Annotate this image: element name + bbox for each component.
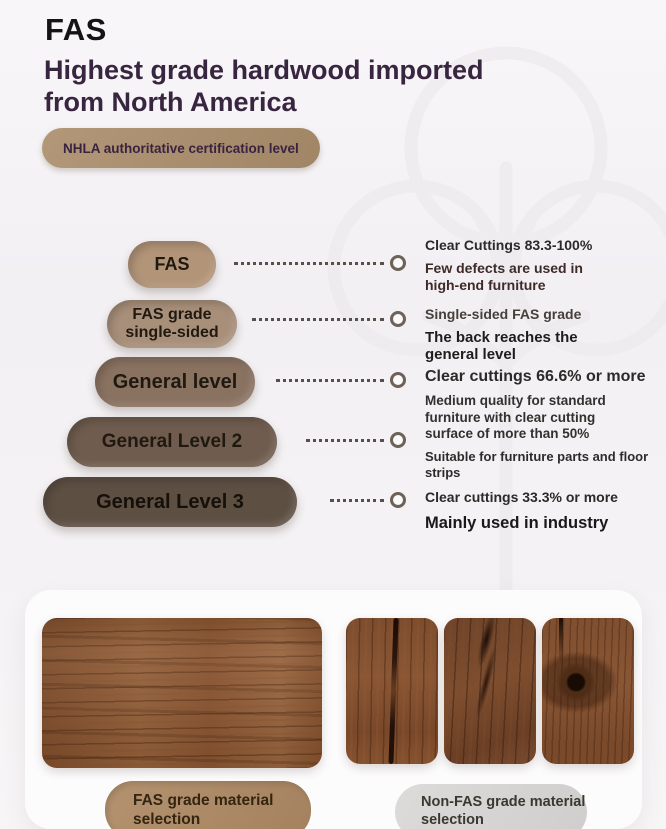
desc-fas-single-sided — [425, 306, 585, 364]
desc-general-level-3 — [425, 489, 618, 533]
grade-pill-fas-label: FAS — [154, 254, 190, 275]
ring-icon — [390, 432, 406, 448]
dotted-connector — [234, 262, 384, 265]
grade-pill-general-level-3 — [43, 477, 297, 527]
ring-icon — [390, 311, 406, 327]
fas-wood-sample-image — [42, 618, 322, 768]
nonfas-sample-label-line1: Non-FAS grade material — [421, 794, 586, 810]
desc-fas-body: Few defects are used in high-end furniture — [425, 260, 583, 293]
headline-line1: Highest grade hardwood imported — [44, 55, 484, 85]
certification-badge-label: NHLA authoritative certification level — [63, 140, 299, 156]
nonfas-sample-label-line2: selection — [421, 812, 484, 829]
nonfas-wood-sample-streak-image — [444, 618, 536, 764]
dotted-connector — [276, 379, 384, 382]
desc-fas-title: Clear Cuttings 83.3-100% — [425, 237, 593, 253]
wood-samples-card — [25, 590, 642, 829]
ring-icon — [390, 492, 406, 508]
desc-general-level-title: Clear cuttings 66.6% or more — [425, 368, 646, 385]
nonfas-sample-label — [395, 784, 587, 829]
ring-icon — [390, 255, 406, 271]
fas-sample-label — [105, 781, 311, 829]
headline-line2: from North America — [44, 87, 297, 118]
grade-pill-general-level-2-label: General Level 2 — [101, 431, 243, 453]
desc-general-level-body: Medium quality for standard furniture with clear cutting surface of more than 50% — [425, 393, 606, 442]
ring-icon — [390, 372, 406, 388]
desc-general-level-3-body: Mainly used in industry — [425, 514, 609, 532]
headline — [44, 54, 484, 119]
certification-badge — [42, 128, 320, 168]
dotted-connector — [252, 318, 384, 321]
desc-fas — [425, 237, 610, 293]
desc-fas-single-sided-title: Single-sided FAS grade — [425, 306, 582, 322]
desc-fas-single-sided-body: The back reaches the general level — [425, 329, 578, 364]
grade-pill-general-level — [95, 357, 255, 407]
fas-sample-label-line1: FAS grade material — [133, 792, 274, 809]
grade-pill-general-level-2 — [67, 417, 277, 467]
desc-general-level-2-body: Suitable for furniture parts and floor strips — [425, 449, 649, 480]
grade-pill-fas-single-sided — [107, 300, 237, 348]
grade-pill-general-level-label: General level — [112, 370, 238, 393]
nonfas-wood-sample-crack-image — [346, 618, 438, 764]
dotted-connector — [330, 499, 384, 502]
grade-pill-fas — [128, 241, 216, 288]
grade-pill-fas-single-sided-label: FAS grade single-sided — [125, 306, 219, 341]
grade-pill-general-level-3-label: General Level 3 — [96, 490, 244, 513]
nonfas-wood-sample-knot-image — [542, 618, 634, 764]
desc-general-level-3-title: Clear cuttings 33.3% or more — [425, 489, 618, 505]
desc-general-level — [425, 368, 646, 443]
fas-sample-label-line2: selection — [133, 811, 201, 829]
desc-general-level-2 — [425, 449, 653, 481]
dotted-connector — [306, 439, 384, 442]
page-title: FAS — [45, 12, 107, 47]
